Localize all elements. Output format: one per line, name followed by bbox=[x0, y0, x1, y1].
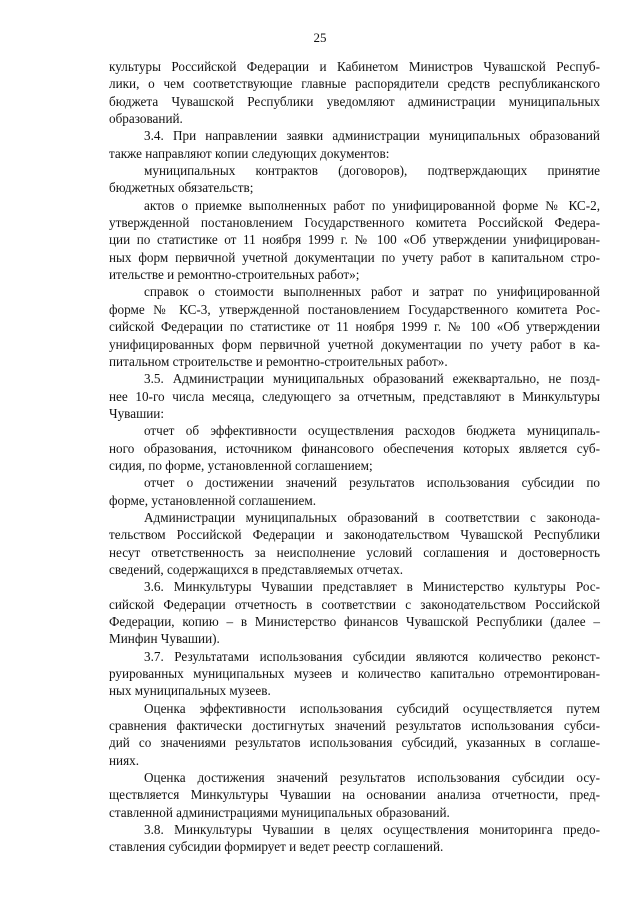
text-line: также направляют копии следующих документов: bbox=[109, 145, 390, 161]
text-line: муниципальных контрактов (договоров), подтверждающих принятие bbox=[144, 163, 600, 179]
document-body bbox=[109, 58, 600, 856]
text-line: дий со значениями результатов использования субсидий, указанных в соглаше- bbox=[109, 735, 600, 751]
paragraph bbox=[109, 422, 600, 474]
text-line: руированных муниципальных музеев и количество капитально отремонтирован- bbox=[109, 666, 600, 682]
text-line: Оценка эффективности использования субсидий осуществляется путем bbox=[144, 700, 600, 716]
text-line: ных форм первичной учетной документации по учету работ в капитальном стро- bbox=[109, 249, 600, 265]
paragraph bbox=[109, 162, 600, 197]
text-line: 3.7. Результатами использования субсидии являются количество реконст- bbox=[144, 648, 600, 664]
text-line: ниях. bbox=[109, 752, 140, 768]
text-line: отчет о достижении значений результатов использования субсидии по bbox=[144, 475, 600, 491]
text-line: ного образования, источником финансового обеспечения которых является суб- bbox=[109, 440, 600, 456]
paragraph bbox=[109, 370, 600, 422]
paragraph bbox=[109, 821, 600, 856]
text-line: питальном строительстве и ремонтно-строительных работ». bbox=[109, 353, 448, 369]
text-line: культуры Российской Федерации и Кабинетом Министров Чувашской Респуб- bbox=[109, 59, 600, 74]
text-line: лики, о чем соответствующие главные распорядители средств республиканского bbox=[109, 76, 600, 92]
text-line: сидия, по форме, установленной соглашением; bbox=[109, 457, 373, 473]
text-line: несут ответственность за неисполнение условий соглашения и достоверность bbox=[109, 544, 600, 560]
text-line: справок о стоимости выполненных работ и затрат по унифицированной bbox=[144, 284, 600, 300]
page-number: 25 bbox=[313, 30, 327, 45]
text-line: отчет об эффективности осуществления расходов бюджета муниципаль- bbox=[144, 423, 600, 439]
text-line: ществляется Минкультуры Чувашии на основании анализа отчетности, пред- bbox=[109, 787, 600, 803]
text-line: Чувашии: bbox=[109, 405, 165, 421]
text-line: 3.4. При направлении заявки администрации муниципальных образований bbox=[144, 128, 600, 144]
text-line: форме, установленной соглашением. bbox=[109, 492, 316, 508]
text-line: ставленной администрациями муниципальных образований. bbox=[109, 804, 450, 820]
text-line: образований. bbox=[109, 111, 183, 127]
paragraph bbox=[109, 648, 600, 700]
text-line: 3.6. Минкультуры Чувашии представляет в Министерство культуры Рос- bbox=[144, 579, 600, 595]
text-line: ставления субсидии формирует и ведет реестр соглашений. bbox=[109, 839, 444, 855]
text-line: Оценка достижения значений результатов использования субсидии осу- bbox=[144, 770, 600, 786]
paragraph bbox=[109, 58, 600, 127]
text-line: нее 10-го числа месяца, следующего за отчетным, представляют в Минкультуры bbox=[109, 388, 600, 404]
text-line: Федерации, копию – в Министерство финансов Чувашской Республики (далее – bbox=[109, 614, 600, 629]
text-line: сведений, содержащихся в представляемых отчетах. bbox=[109, 561, 404, 577]
paragraph bbox=[109, 197, 600, 284]
paragraph bbox=[109, 127, 600, 162]
text-line: Администрации муниципальных образований в соответствии с законода- bbox=[144, 509, 600, 525]
text-line: сийской Федерации по статистике от 11 ноября 1999 г. № 100 «Об утверждении bbox=[109, 319, 600, 335]
text-line: бюджетных обязательств; bbox=[109, 180, 254, 196]
text-line: ции по статистике от 11 ноября 1999 г. № 100 «Об утверждении унифицирован- bbox=[109, 232, 600, 248]
text-line: сийской Федерации отчетность в соответствии с законодательством Российской bbox=[109, 596, 600, 612]
text-line: ительстве и ремонтно-строительных работ»; bbox=[109, 267, 360, 283]
text-line: тельством Российской Федерации и законодательством Чувашской Республики bbox=[109, 527, 600, 543]
paragraph bbox=[109, 578, 600, 647]
text-line: бюджета Чувашской Республики уведомляют администрации муниципальных bbox=[109, 93, 600, 109]
text-line: сравнения фактически достигнутых значений результатов использования субси- bbox=[109, 718, 600, 734]
text-line: Минфин Чувашии). bbox=[109, 631, 220, 647]
text-line: ных муниципальных музеев. bbox=[109, 683, 271, 699]
paragraph bbox=[109, 769, 600, 821]
text-line: унифицированных форм первичной учетной документации по учету работ в ка- bbox=[109, 336, 600, 352]
text-line: актов о приемке выполненных работ по унифицированной форме № КС-2, bbox=[144, 197, 600, 213]
text-line: 3.8. Минкультуры Чувашии в целях осуществления мониторинга предо- bbox=[144, 822, 600, 838]
paragraph bbox=[109, 700, 600, 769]
paragraph bbox=[109, 283, 600, 370]
text-line: форме № КС-3, утвержденной постановлением Государственного комитета Рос- bbox=[109, 301, 600, 317]
paragraph bbox=[109, 474, 600, 509]
paragraph bbox=[109, 509, 600, 578]
text-line: утвержденной постановлением Государственного комитета Российской Федера- bbox=[109, 215, 600, 231]
text-line: 3.5. Администрации муниципальных образований ежеквартально, не позд- bbox=[144, 371, 600, 387]
